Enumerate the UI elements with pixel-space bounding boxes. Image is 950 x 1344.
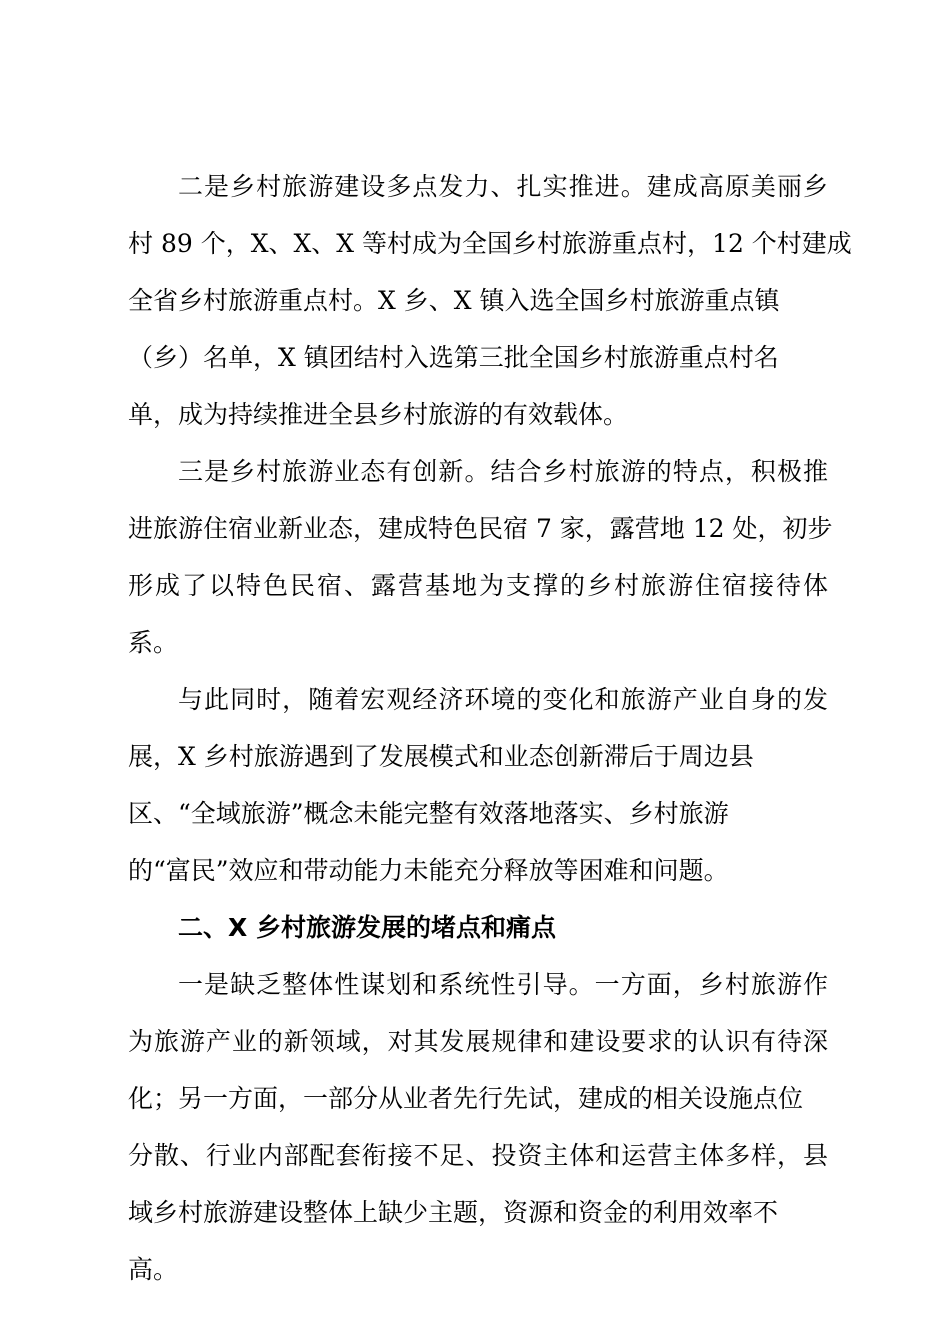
- paragraph-line: 化；另一方面，一部分从业者先行先试，建成的相关设施点位: [128, 1084, 804, 1113]
- section-heading: [128, 899, 828, 956]
- paragraph-line: 为旅游产业的新领域，对其发展规律和建设要求的认识有待深: [128, 1027, 828, 1056]
- paragraph-line: 形成了以特色民宿、露营基地为支撑的乡村旅游住宿接待体: [128, 571, 828, 600]
- paragraph-line: 村 89 个，X、X、X 等村成为全国乡村旅游重点村，12 个村建成: [128, 229, 852, 258]
- document-body: [128, 158, 852, 1298]
- paragraph-line: 高。: [128, 1255, 179, 1284]
- paragraph-line: （乡）名单，X 镇团结村入选第三批全国乡村旅游重点村名: [128, 343, 779, 372]
- section-heading-text: 二、X 乡村旅游发展的堵点和痛点: [178, 913, 556, 942]
- paragraph-challenges: [128, 671, 828, 899]
- paragraph-line: 展，X 乡村旅游遇到了发展模式和业态创新滞后于周边县: [128, 742, 754, 771]
- paragraph-line: 系。: [128, 628, 179, 657]
- paragraph-line: 域乡村旅游建设整体上缺少主题，资源和资金的利用效率不: [128, 1198, 779, 1227]
- paragraph-line: 全省乡村旅游重点村。X 乡、X 镇入选全国乡村旅游重点镇: [128, 286, 780, 315]
- paragraph-line: 二是乡村旅游建设多点发力、扎实推进。建成高原美丽乡: [178, 172, 828, 201]
- paragraph-line: 分散、行业内部配套衔接不足、投资主体和运营主体多样，县: [128, 1141, 828, 1170]
- paragraph-line: 区、“全域旅游”概念未能完整有效落地落实、乡村旅游: [128, 799, 729, 828]
- paragraph-line: 单，成为持续推进全县乡村旅游的有效载体。: [128, 400, 629, 429]
- paragraph-line: 一是缺乏整体性谋划和系统性引导。一方面，乡村旅游作: [178, 970, 828, 999]
- paragraph-line: 进旅游住宿业新业态，建成特色民宿 7 家，露营地 12 处，初步: [128, 514, 833, 543]
- paragraph-line: 的“富民”效应和带动能力未能充分释放等困难和问题。: [128, 856, 729, 885]
- paragraph-line: 与此同时，随着宏观经济环境的变化和旅游产业自身的发: [178, 685, 828, 714]
- paragraph-business-innovation: [128, 443, 833, 671]
- paragraph-rural-tourism-construction: [128, 158, 852, 443]
- paragraph-line: 三是乡村旅游业态有创新。结合乡村旅游的特点，积极推: [178, 457, 828, 486]
- paragraph-lack-of-planning: [128, 956, 828, 1298]
